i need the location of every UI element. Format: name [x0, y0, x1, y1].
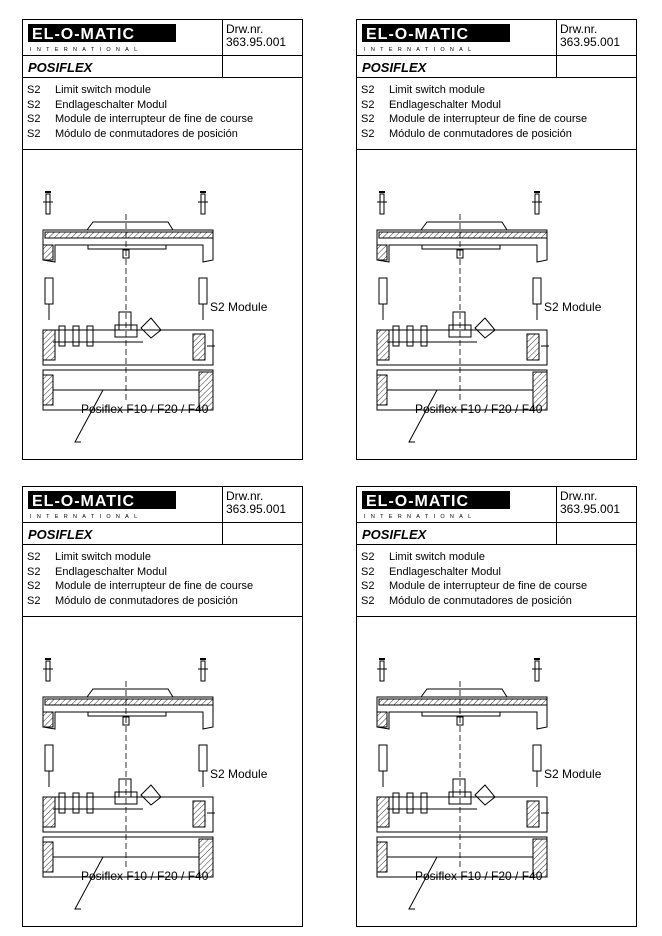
brand-text: EL-O-MATIC — [32, 26, 136, 43]
left-top-screw — [43, 659, 53, 681]
cover — [377, 222, 547, 262]
description-block — [23, 78, 302, 150]
module-label: S2 Module — [210, 300, 268, 314]
drawing-number-label: Drw.nr. — [560, 489, 598, 503]
description-text: Limit switch module — [55, 84, 151, 96]
description-row — [357, 98, 636, 113]
drawing-sheet — [356, 19, 637, 460]
drawing-number: 363.95.001 — [226, 35, 287, 49]
description-text: Endlageschalter Modul — [389, 98, 501, 111]
posiflex-label: Posiflex F10 / F20 / F40 — [415, 402, 543, 416]
cover — [377, 689, 547, 729]
description-text: Module de interrupteur de fine de course — [55, 113, 254, 125]
exploded-drawing — [23, 150, 302, 459]
brand-sub-text: INTERNATIONAL — [364, 47, 477, 53]
description-text: Endlageschalter Modul — [55, 98, 167, 111]
elomatic-logo — [23, 20, 223, 56]
drawing-number-cell — [557, 487, 636, 523]
description-row — [23, 83, 302, 98]
elomatic-logo — [357, 20, 557, 56]
description-text: Módulo de conmutadores de posición — [389, 594, 572, 607]
description-code: S2 — [361, 580, 375, 592]
left-top-screw — [377, 192, 387, 214]
posiflex-label: Posiflex F10 / F20 / F40 — [415, 869, 543, 883]
elomatic-logo — [23, 487, 223, 523]
posiflex-logo — [357, 56, 557, 78]
drawing-number-cell — [223, 20, 302, 56]
switch-module — [377, 779, 547, 832]
blank-cell — [557, 56, 636, 78]
description-row — [23, 594, 302, 609]
exploded-drawing — [357, 617, 636, 926]
product-text: POSIFLEX — [28, 60, 93, 75]
right-standoff — [199, 278, 207, 320]
left-standoff — [45, 278, 53, 320]
right-top-screw — [532, 192, 542, 214]
description-code: S2 — [361, 551, 375, 563]
description-text: Module de interrupteur de fine de course — [389, 113, 588, 125]
left-standoff — [379, 745, 387, 787]
description-text: Limit switch module — [55, 551, 151, 563]
description-text: Limit switch module — [389, 551, 485, 563]
left-standoff — [379, 278, 387, 320]
left-standoff — [45, 745, 53, 787]
drawing-sheet — [22, 486, 303, 927]
description-block — [357, 78, 636, 150]
drawing-sheet — [356, 486, 637, 927]
right-top-screw — [532, 659, 542, 681]
description-code: S2 — [27, 98, 41, 111]
product-text: POSIFLEX — [28, 527, 93, 542]
drawing-number-cell — [557, 20, 636, 56]
module-label: S2 Module — [544, 767, 602, 781]
brand-sub-text: INTERNATIONAL — [30, 514, 143, 520]
posiflex-label: Posiflex F10 / F20 / F40 — [81, 402, 209, 416]
right-top-screw — [198, 192, 208, 214]
drawing-number-label: Drw.nr. — [226, 22, 264, 36]
description-code: S2 — [27, 565, 41, 578]
description-text: Módulo de conmutadores de posición — [389, 127, 572, 140]
drawing-sheet — [22, 19, 303, 460]
description-row — [357, 127, 636, 142]
description-code: S2 — [27, 551, 41, 563]
description-row — [357, 83, 636, 98]
description-row — [23, 579, 302, 594]
module-label: S2 Module — [210, 767, 268, 781]
right-top-screw — [198, 659, 208, 681]
blank-cell — [223, 523, 302, 545]
drawing-number: 363.95.001 — [226, 502, 287, 516]
description-text: Módulo de conmutadores de posición — [55, 594, 238, 607]
description-code: S2 — [27, 113, 41, 125]
description-text: Module de interrupteur de fine de course — [55, 580, 254, 592]
description-code: S2 — [361, 113, 375, 125]
description-row — [23, 565, 302, 580]
description-text: Módulo de conmutadores de posición — [55, 127, 238, 140]
switch-module — [43, 779, 213, 832]
posiflex-logo — [23, 523, 223, 545]
description-code: S2 — [27, 594, 41, 607]
description-row — [357, 112, 636, 127]
description-block — [23, 545, 302, 617]
drawing-number: 363.95.001 — [560, 35, 621, 49]
product-text: POSIFLEX — [362, 60, 427, 75]
description-code: S2 — [361, 98, 375, 111]
product-text: POSIFLEX — [362, 527, 427, 542]
brand-sub-text: INTERNATIONAL — [30, 47, 143, 53]
right-standoff — [199, 745, 207, 787]
right-standoff — [533, 745, 541, 787]
cover — [43, 689, 213, 729]
blank-cell — [223, 56, 302, 78]
description-block — [357, 545, 636, 617]
description-text: Module de interrupteur de fine de course — [389, 580, 588, 592]
description-code: S2 — [27, 84, 41, 96]
brand-text: EL-O-MATIC — [366, 493, 470, 510]
drawing-number-label: Drw.nr. — [226, 489, 264, 503]
description-row — [357, 594, 636, 609]
description-code: S2 — [361, 127, 375, 140]
cover — [43, 222, 213, 262]
description-text: Endlageschalter Modul — [55, 565, 167, 578]
brand-text: EL-O-MATIC — [366, 26, 470, 43]
description-row — [23, 112, 302, 127]
elomatic-logo — [357, 487, 557, 523]
posiflex-label: Posiflex F10 / F20 / F40 — [81, 869, 209, 883]
brand-sub-text: INTERNATIONAL — [364, 514, 477, 520]
description-text: Endlageschalter Modul — [389, 565, 501, 578]
right-standoff — [533, 278, 541, 320]
description-row — [23, 127, 302, 142]
description-row — [357, 579, 636, 594]
switch-module — [43, 312, 213, 365]
posiflex-logo — [357, 523, 557, 545]
switch-module — [377, 312, 547, 365]
posiflex-logo — [23, 56, 223, 78]
description-code: S2 — [361, 84, 375, 96]
description-code: S2 — [361, 565, 375, 578]
description-code: S2 — [27, 580, 41, 592]
brand-text: EL-O-MATIC — [32, 493, 136, 510]
module-label: S2 Module — [544, 300, 602, 314]
description-code: S2 — [361, 594, 375, 607]
drawing-number-label: Drw.nr. — [560, 22, 598, 36]
blank-cell — [557, 523, 636, 545]
description-row — [23, 550, 302, 565]
description-code: S2 — [27, 127, 41, 140]
left-top-screw — [43, 192, 53, 214]
description-text: Limit switch module — [389, 84, 485, 96]
exploded-drawing — [23, 617, 302, 926]
description-row — [23, 98, 302, 113]
description-row — [357, 550, 636, 565]
left-top-screw — [377, 659, 387, 681]
drawing-number: 363.95.001 — [560, 502, 621, 516]
exploded-drawing — [357, 150, 636, 459]
description-row — [357, 565, 636, 580]
drawing-number-cell — [223, 487, 302, 523]
